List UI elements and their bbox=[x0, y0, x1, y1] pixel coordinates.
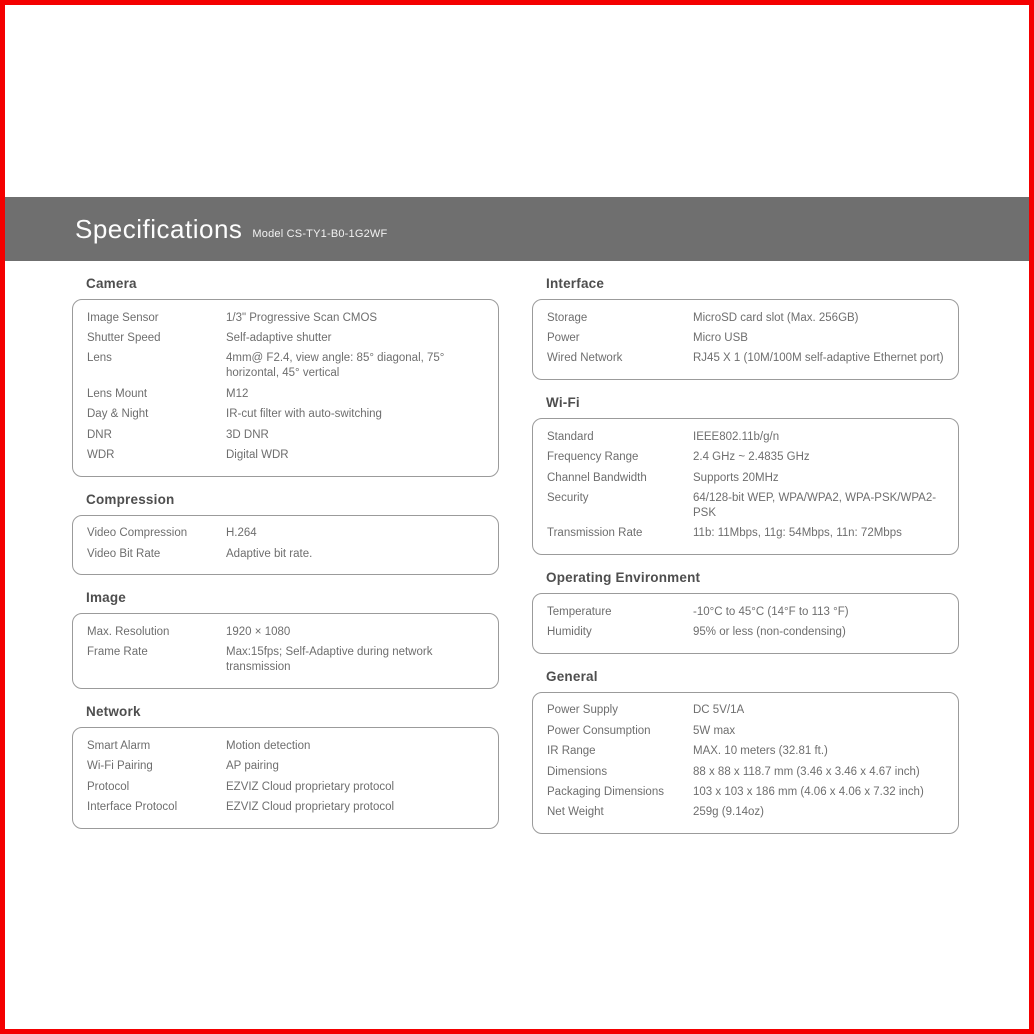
spec-value: EZVIZ Cloud proprietary protocol bbox=[226, 800, 395, 813]
spec-label: Wi-Fi Pairing bbox=[87, 760, 153, 773]
spec-row bbox=[547, 488, 948, 523]
spec-label: Standard bbox=[547, 430, 594, 443]
spec-row bbox=[547, 803, 948, 823]
section-compression bbox=[72, 492, 499, 576]
spec-label: WDR bbox=[87, 448, 115, 461]
spec-label: Storage bbox=[547, 311, 588, 324]
spec-value: 88 x 88 x 118.7 mm (3.46 x 3.46 x 4.67 inch) bbox=[693, 765, 920, 778]
section-network bbox=[72, 704, 499, 829]
spec-content bbox=[72, 276, 959, 834]
spec-row bbox=[547, 762, 948, 782]
spec-row bbox=[87, 405, 488, 425]
spec-row bbox=[547, 701, 948, 721]
right-column bbox=[532, 276, 959, 834]
spec-row bbox=[87, 777, 488, 797]
section-title: Compression bbox=[86, 491, 175, 507]
section-image bbox=[72, 590, 499, 689]
spec-value: MAX. 10 meters (32.81 ft.) bbox=[693, 745, 828, 758]
section-title: Operating Environment bbox=[546, 570, 701, 585]
spec-label: Wired Network bbox=[547, 352, 623, 365]
section-interface bbox=[532, 276, 959, 380]
spec-row bbox=[547, 349, 948, 369]
spec-row bbox=[87, 797, 488, 817]
spec-value: IR-cut filter with auto-switching bbox=[226, 408, 382, 421]
spec-row bbox=[87, 757, 488, 777]
section-operating-environment bbox=[532, 570, 959, 654]
spec-box bbox=[72, 613, 499, 689]
spec-row bbox=[547, 742, 948, 762]
spec-label: Shutter Speed bbox=[87, 332, 161, 345]
spec-box bbox=[532, 593, 959, 654]
section-title: Interface bbox=[546, 276, 605, 291]
spec-row bbox=[87, 308, 488, 328]
spec-label: Lens bbox=[87, 352, 112, 365]
spec-row bbox=[87, 384, 488, 404]
model-number: Model CS-TY1-B0-1G2WF bbox=[252, 228, 388, 240]
header-band bbox=[5, 197, 1029, 261]
spec-value: 11b: 11Mbps, 11g: 54Mbps, 11n: 72Mbps bbox=[693, 527, 902, 540]
spec-value: Digital WDR bbox=[226, 448, 289, 461]
spec-label: Protocol bbox=[87, 780, 130, 793]
spec-value: DC 5V/1A bbox=[693, 704, 745, 717]
spec-value: 1/3" Progressive Scan CMOS bbox=[226, 311, 378, 324]
spec-label: Power Consumption bbox=[547, 724, 651, 737]
spec-row bbox=[547, 622, 948, 642]
spec-box bbox=[72, 727, 499, 829]
spec-value: Adaptive bit rate. bbox=[226, 547, 313, 560]
spec-row bbox=[87, 524, 488, 544]
section-camera bbox=[72, 276, 499, 477]
spec-value: IEEE802.11b/g/n bbox=[693, 430, 780, 443]
spec-label: Video Compression bbox=[87, 527, 188, 540]
spec-row bbox=[87, 445, 488, 465]
spec-row bbox=[547, 782, 948, 802]
section-title: Wi-Fi bbox=[546, 395, 580, 411]
spec-label: Security bbox=[547, 491, 589, 504]
spec-label: Interface Protocol bbox=[87, 800, 178, 813]
spec-label: Frequency Range bbox=[547, 451, 639, 464]
section-wifi bbox=[532, 395, 959, 555]
spec-box bbox=[532, 299, 959, 380]
spec-row bbox=[547, 721, 948, 741]
spec-box bbox=[72, 299, 499, 477]
spec-row bbox=[87, 736, 488, 756]
spec-label: Lens Mount bbox=[87, 387, 148, 400]
spec-label: Humidity bbox=[547, 626, 592, 639]
section-title: Camera bbox=[86, 276, 137, 291]
spec-row bbox=[87, 349, 488, 384]
spec-value: 2.4 GHz ~ 2.4835 GHz bbox=[693, 451, 810, 464]
section-title: Image bbox=[86, 590, 127, 606]
spec-row bbox=[547, 427, 948, 447]
section-title: Network bbox=[86, 704, 141, 720]
spec-row bbox=[87, 425, 488, 445]
spec-value: 3D DNR bbox=[226, 428, 269, 441]
spec-row bbox=[547, 448, 948, 468]
spec-label: Frame Rate bbox=[87, 646, 148, 659]
spec-label: Video Bit Rate bbox=[87, 547, 161, 560]
spec-label: Dimensions bbox=[547, 765, 608, 778]
spec-label: Packaging Dimensions bbox=[547, 785, 664, 798]
spec-label: DNR bbox=[87, 428, 112, 441]
spec-label: Temperature bbox=[547, 605, 612, 618]
spec-box bbox=[532, 692, 959, 834]
spec-label: Power Supply bbox=[547, 704, 618, 717]
spec-value: Motion detection bbox=[226, 739, 311, 752]
spec-value: RJ45 X 1 (10M/100M self-adaptive Ethernet port) bbox=[693, 352, 944, 365]
spec-label: Channel Bandwidth bbox=[547, 471, 647, 484]
spec-value: 64/128-bit WEP, WPA/WPA2, WPA-PSK/WPA2-PSK bbox=[693, 491, 937, 519]
spec-row bbox=[547, 328, 948, 348]
spec-value: AP pairing bbox=[226, 760, 279, 773]
spec-value: 4mm@ F2.4, view angle: 85° diagonal, 75° horizontal, 45° vertical bbox=[226, 352, 445, 380]
spec-label: Day & Night bbox=[87, 408, 149, 421]
spec-label: Transmission Rate bbox=[547, 527, 643, 540]
spec-value: Max:15fps; Self-Adaptive during network transmission bbox=[226, 646, 433, 674]
spec-value: 5W max bbox=[693, 724, 736, 737]
spec-value: M12 bbox=[226, 387, 249, 400]
spec-row bbox=[547, 468, 948, 488]
section-title: General bbox=[546, 668, 598, 684]
section-general bbox=[532, 669, 959, 834]
spec-value: Self-adaptive shutter bbox=[226, 332, 332, 345]
spec-row bbox=[87, 544, 488, 564]
spec-value: 95% or less (non-condensing) bbox=[693, 626, 846, 639]
spec-label: Net Weight bbox=[547, 806, 604, 819]
spec-value: EZVIZ Cloud proprietary protocol bbox=[226, 780, 395, 793]
spec-value: 103 x 103 x 186 mm (4.06 x 4.06 x 7.32 inch) bbox=[693, 785, 924, 798]
spec-box bbox=[532, 418, 959, 555]
page-title: Specifications bbox=[75, 213, 243, 244]
spec-label: Max. Resolution bbox=[87, 626, 170, 639]
spec-label: Image Sensor bbox=[87, 311, 159, 324]
spec-value: MicroSD card slot (Max. 256GB) bbox=[693, 311, 859, 324]
spec-value: Supports 20MHz bbox=[693, 471, 779, 484]
spec-value: Micro USB bbox=[693, 332, 748, 345]
spec-row bbox=[87, 643, 488, 678]
spec-value: 259g (9.14oz) bbox=[693, 806, 764, 819]
spec-row bbox=[547, 602, 948, 622]
left-column bbox=[72, 276, 499, 834]
spec-row bbox=[547, 308, 948, 328]
spec-value: 1920 × 1080 bbox=[226, 626, 291, 639]
spec-label: IR Range bbox=[547, 745, 596, 758]
spec-box bbox=[72, 515, 499, 576]
spec-row bbox=[547, 524, 948, 544]
spec-label: Power bbox=[547, 332, 580, 345]
spec-row bbox=[87, 622, 488, 642]
spec-row bbox=[87, 328, 488, 348]
spec-label: Smart Alarm bbox=[87, 739, 151, 752]
spec-value: H.264 bbox=[226, 527, 257, 540]
spec-value: -10°C to 45°C (14°F to 113 °F) bbox=[693, 605, 849, 618]
